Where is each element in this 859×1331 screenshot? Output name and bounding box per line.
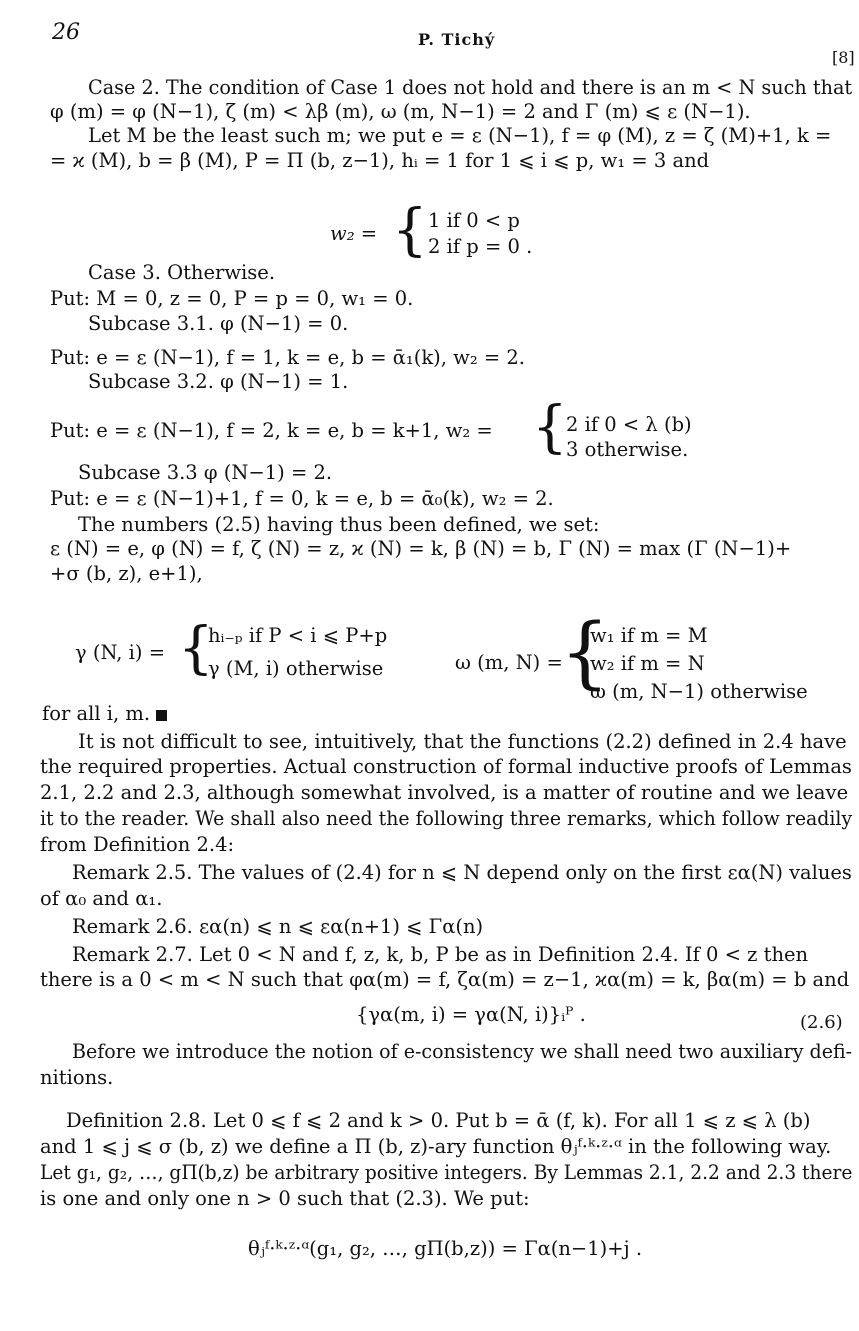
subcase32-case2: 3 otherwise. xyxy=(566,438,689,461)
end-of-proof-square xyxy=(156,710,167,721)
para-line2: the required properties. Actual construction of formal inductive proofs of Lemmas xyxy=(40,755,852,778)
omega-brace: { xyxy=(560,608,610,698)
before-line1: Before we introduce the notion of e-consistency we shall need two auxiliary defi- xyxy=(72,1040,853,1063)
page-number: 26 xyxy=(52,20,80,45)
definition28-formula: θⱼᶠ·ᵏ·ᶻ·ᵅ(g₁, g₂, …, gΠ(b,z)) = Γα(n−1)+j . xyxy=(248,1237,643,1260)
definition28-line2: and 1 ⩽ j ⩽ σ (b, z) we define a Π (b, z)-ary function θⱼᶠ·ᵏ·ᶻ·ᵅ in the following way. xyxy=(40,1135,832,1158)
para-line4: it to the reader. We shall also need the following three remarks, which follow readily xyxy=(40,807,853,830)
case2-line4: = ϰ (M), b = β (M), P = Π (b, z−1), hᵢ = 1 for 1 ⩽ i ⩽ p, w₁ = 3 and xyxy=(50,149,710,172)
case2-line2: φ (m) = φ (N−1), ζ (m) < λβ (m), ω (m, N−1) = 2 and Γ (m) ⩽ ε (N−1). xyxy=(50,100,751,123)
definition28-line1: Definition 2.8. Let 0 ⩽ f ⩽ 2 and k > 0. Put b = ᾱ (f, k). For all 1 ⩽ z ⩽ λ (b) xyxy=(66,1109,811,1132)
definition28-line4: is one and only one n > 0 such that (2.3). We put: xyxy=(40,1187,530,1210)
numbers-defined: The numbers (2.5) having thus been defined, we set: xyxy=(78,513,600,536)
subcase32-put: Put: e = ε (N−1), f = 2, k = e, b = k+1, w₂ = xyxy=(50,419,493,442)
subcase32-case1: 2 if 0 < λ (b) xyxy=(566,413,692,436)
omega-case2: w₂ if m = N xyxy=(590,652,705,675)
running-head-author: P. Tichý xyxy=(418,30,496,49)
remark27-line1: Remark 2.7. Let 0 < N and f, z, k, b, P be as in Definition 2.4. If 0 < z then xyxy=(72,943,809,966)
subcase31-put: Put: e = ε (N−1), f = 1, k = e, b = ᾱ₁(k), w₂ = 2. xyxy=(50,346,526,369)
remark27-line2: there is a 0 < m < N such that φα(m) = f, ζα(m) = z−1, ϰα(m) = k, βα(m) = b and xyxy=(40,968,850,991)
w2-case1: 1 if 0 < p xyxy=(428,209,520,232)
subcase33-heading: Subcase 3.3 φ (N−1) = 2. xyxy=(78,461,333,484)
before-line2: nitions. xyxy=(40,1066,114,1089)
para-line3: 2.1, 2.2 and 2.3, although somewhat involved, is a matter of routine and we leave xyxy=(40,781,849,804)
para-line1: It is not difficult to see, intuitively, that the functions (2.2) defined in 2.4 have xyxy=(78,730,847,753)
for-all-line xyxy=(42,701,167,727)
case3-heading: Case 3. Otherwise. xyxy=(88,261,276,284)
para-line5: from Definition 2.4: xyxy=(40,833,235,856)
remark25-line2: of α₀ and α₁. xyxy=(40,887,163,910)
section-tag: [8] xyxy=(832,48,855,67)
omega-case1: w₁ if m = M xyxy=(590,624,708,647)
case2-line1: Case 2. The condition of Case 1 does not hold and there is an m < N such that xyxy=(88,76,853,99)
equation-number-2-6: (2.6) xyxy=(800,1012,843,1033)
remark27-equation: {γα(m, i) = γα(N, i)}ᵢᴾ . xyxy=(356,1003,586,1026)
subcase32-heading: Subcase 3.2. φ (N−1) = 1. xyxy=(88,370,349,393)
for-all-text: for all i, m. xyxy=(42,702,151,725)
w2-brace: { xyxy=(392,198,428,263)
case3-put: Put: M = 0, z = 0, P = p = 0, w₁ = 0. xyxy=(50,287,414,310)
remark25-line1: Remark 2.5. The values of (2.4) for n ⩽ N depend only on the first εα(N) values xyxy=(72,861,852,884)
subcase31-heading: Subcase 3.1. φ (N−1) = 0. xyxy=(88,312,349,335)
subcase32-brace: { xyxy=(532,395,568,460)
omega-lhs: ω (m, N) = xyxy=(455,651,563,674)
gamma-lhs: γ (N, i) = xyxy=(75,641,166,664)
w2-case2: 2 if p = 0 . xyxy=(428,235,533,258)
definition28-line3: Let g₁, g₂, …, gΠ(b,z) be arbitrary positive integers. By Lemmas 2.1, 2.2 and 2.3 there xyxy=(40,1161,853,1184)
omega-case3: ω (m, N−1) otherwise xyxy=(590,680,808,703)
w2-lhs: w₂ = xyxy=(330,222,378,245)
subcase33-put: Put: e = ε (N−1)+1, f = 0, k = e, b = ᾱ₀(k), w₂ = 2. xyxy=(50,487,554,510)
set-line1: ε (N) = e, φ (N) = f, ζ (N) = z, ϰ (N) = k, β (N) = b, Γ (N) = max (Γ (N−1)+ xyxy=(50,537,792,560)
gamma-case2: γ (M, i) otherwise xyxy=(208,657,384,680)
case2-line3: Let M be the least such m; we put e = ε (N−1), f = φ (M), z = ζ (M)+1, k = xyxy=(88,124,832,147)
gamma-brace: { xyxy=(178,616,214,681)
set-line2: +σ (b, z), e+1), xyxy=(50,562,203,585)
remark26: Remark 2.6. εα(n) ⩽ n ⩽ εα(n+1) ⩽ Γα(n) xyxy=(72,915,484,938)
gamma-case1: hᵢ₋ₚ if P < i ⩽ P+p xyxy=(208,624,388,647)
